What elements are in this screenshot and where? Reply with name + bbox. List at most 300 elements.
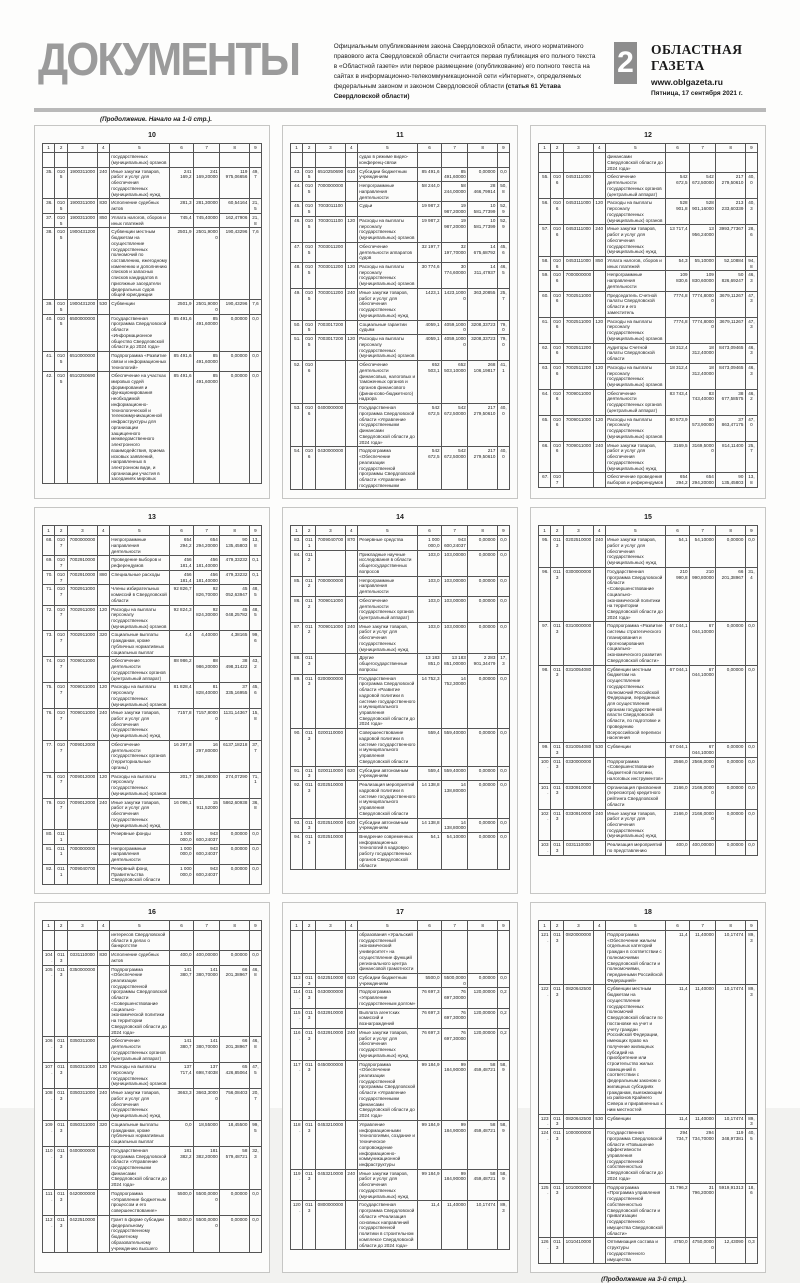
cell: 88. <box>291 654 303 674</box>
cell: 18,6 <box>745 1183 757 1238</box>
cell: 610 <box>345 167 357 181</box>
table-row <box>539 363 758 389</box>
budget-table <box>538 920 758 1264</box>
cell: 0202510000 <box>316 781 346 818</box>
cell: 67 044,10000 <box>690 665 716 743</box>
budget-table <box>42 920 262 1253</box>
cell: 102. <box>539 809 551 841</box>
column-header: 3 <box>564 921 594 931</box>
cell: 15,8 <box>249 709 261 741</box>
cell: Субсидии автономным учреждениям <box>357 818 417 832</box>
cell: Обеспечение деятельности финансовых, налоговых и таможенных органов и органов финансового (финансово-бюджетного) надзора <box>357 361 417 404</box>
column-header: 7 <box>690 143 716 153</box>
column-header: 6 <box>417 526 441 536</box>
cell: Расходы на выплаты персоналу государственных (муниципальных) органов <box>605 363 665 389</box>
cell <box>97 657 109 683</box>
cell: 0202510000 <box>316 818 346 832</box>
column-header: 1 <box>291 921 303 931</box>
table-row <box>291 973 510 987</box>
cell: 13 183 851,00000 <box>442 654 468 674</box>
cell: 137 698,74038 <box>194 1063 220 1089</box>
cell: 0,00000 <box>220 951 250 965</box>
table-block-18 <box>530 902 766 1273</box>
cell <box>497 153 509 167</box>
cell: 281,30000 <box>194 199 220 213</box>
cell: 0113 <box>303 818 316 832</box>
cell: 103,00000 <box>442 596 468 622</box>
cell: 0113 <box>551 536 564 568</box>
cell: Государственная программа Свердловской области «Информационное общество Свердловской области до 2024 года» <box>109 314 169 351</box>
cell <box>745 153 757 173</box>
notice-line: или первое размещение (опубликование) его полного текста на сайтах в информационно-телекоммуникационной сети <box>333 62 590 80</box>
column-header: 9 <box>249 143 261 153</box>
cell: финансами Свердловской области до 2024 года» <box>605 153 665 173</box>
cell: 48,5 <box>249 585 261 605</box>
table-row <box>539 173 758 199</box>
table-row <box>291 202 510 216</box>
cell: 10,17474 <box>716 930 746 985</box>
page-header <box>0 0 800 102</box>
cell: 620 <box>345 818 357 832</box>
cell: 69. <box>43 556 55 570</box>
cell: 75. <box>43 683 55 709</box>
cell: 93. <box>291 818 303 832</box>
cell: 5500,0 <box>169 1189 193 1215</box>
cell <box>97 372 109 484</box>
cell: 0432910000 <box>316 1028 346 1060</box>
budget-table <box>290 525 510 870</box>
cell: 0107 <box>55 683 68 709</box>
column-header: 1 <box>43 526 55 536</box>
cell: 89. <box>291 674 303 729</box>
cell: 0,0 <box>745 809 757 841</box>
cell <box>564 153 594 173</box>
cell: 400,00000 <box>690 841 716 855</box>
column-header: 5 <box>109 526 169 536</box>
cell <box>593 291 605 317</box>
cell <box>593 343 605 363</box>
cell: 0350000000 <box>68 965 98 1037</box>
cell: 38 498,31422 <box>220 657 250 683</box>
cell: 294 734,70000 <box>690 1129 716 1184</box>
cell: государственных (муниципальных) органов <box>109 153 169 167</box>
cell: 94. <box>291 832 303 869</box>
cell: 0,00000 <box>220 864 250 884</box>
cell: 120 <box>97 683 109 709</box>
cell: 0106 <box>551 389 564 415</box>
cell: 11,40000 <box>442 1201 468 1250</box>
cell: 0,00000 <box>220 314 250 351</box>
table-number: 16 <box>148 909 156 917</box>
cell: Подпрограмма «Обеспечение реализации государственной программы Свердловской области «Совершенствование социально-экономической политики на территории Свердловской области до 2024 года» <box>109 965 169 1037</box>
cell: 240 <box>345 288 357 320</box>
cell: 11,40000 <box>690 1114 716 1128</box>
cell: 58 459,48721 <box>468 1169 498 1201</box>
cell: 2 283 901,34479 <box>468 654 498 674</box>
cell: 528 901,8 <box>665 199 689 225</box>
cell: 0,00000 <box>220 1189 250 1215</box>
cell: Субвенции <box>109 300 169 314</box>
cell: 43. <box>291 167 303 181</box>
cell <box>97 1189 109 1215</box>
cell: 76 697,3 <box>417 1008 441 1028</box>
cell: 120 <box>593 317 605 343</box>
masthead-title: ДОКУМЕНТЫ <box>38 33 300 85</box>
cell: 5500,00000 <box>442 973 468 987</box>
cell: Обеспечение деятельности государственных органов (территориальные органы) <box>109 740 169 772</box>
cell: 0202510000 <box>316 832 346 869</box>
cell: 0113 <box>55 1215 68 1252</box>
table-row <box>43 631 262 657</box>
cell: Иные закупки товаров, работ и услуг для обеспечения государственных (муниципальных) нужд <box>605 536 665 568</box>
column-header: 6 <box>169 143 193 153</box>
cell: 3663,30000 <box>194 1089 220 1121</box>
cell: 2166,00000 <box>690 809 716 841</box>
cell: 830 <box>97 199 109 213</box>
cell: 76 697,30000 <box>442 1028 468 1060</box>
cell: 106. <box>43 1037 55 1063</box>
table-row <box>43 844 262 864</box>
table-row <box>43 585 262 605</box>
table-row <box>43 740 262 772</box>
cell: 3208,33723 <box>468 335 498 361</box>
cell: 103,00000 <box>442 622 468 654</box>
cell: 141 380,70000 <box>194 965 220 1037</box>
cell: Государственная программа Свердловской области «Развитие кадровой политики в системе государственного и муниципального управления Свердловской области до 2024 года» <box>357 674 417 729</box>
cell <box>97 352 109 372</box>
cell: Расходы на выплаты персоналу государственных (муниципальных) органов <box>357 216 417 242</box>
cell: 120 <box>345 216 357 242</box>
cell: 18,45500 <box>220 1120 250 1146</box>
table-row <box>43 1146 262 1189</box>
cell <box>593 622 605 665</box>
cell: 58. <box>539 257 551 271</box>
cell: 654 294,2 <box>665 473 689 487</box>
column-header: 2 <box>55 143 68 153</box>
cell: 181 382,20000 <box>194 1146 220 1189</box>
cell: 0,0 <box>745 622 757 665</box>
cell: 45,6 <box>497 242 509 262</box>
cell: 0450000000 <box>316 1060 346 1120</box>
column-header: 8 <box>220 143 250 153</box>
table-row <box>291 1028 510 1060</box>
cell: 7002511200 <box>564 343 594 363</box>
table-row <box>539 1183 758 1238</box>
column-header: 8 <box>468 143 498 153</box>
cell: 141 380,7 <box>169 1037 193 1063</box>
table-row <box>43 314 262 351</box>
cell: 7002511000 <box>564 291 594 317</box>
column-header: 9 <box>497 143 509 153</box>
brand-url: www.oblgazeta.ru <box>650 77 723 87</box>
cell: Государственная программа Свердловской области «Управление государственными финансами Свердловской области до 2024 года» <box>357 404 417 447</box>
cell: 10 581,77399 <box>468 202 498 216</box>
cell: 652 503,10000 <box>442 361 468 404</box>
cell: 0113 <box>303 781 316 818</box>
cell: 0300000000 <box>564 567 594 622</box>
cell: 0113 <box>551 783 564 809</box>
cell <box>43 153 55 167</box>
cell: 40,0 <box>745 173 757 199</box>
cell: 81 828,4 <box>169 683 193 709</box>
cell: 67 044,10000 <box>690 622 716 665</box>
table-row <box>43 570 262 584</box>
cell: 2166,0 <box>665 809 689 841</box>
column-header: 3 <box>564 526 594 536</box>
column-header: 1 <box>539 921 551 931</box>
cell: Обеспечение деятельности аппаратов судов <box>357 242 417 262</box>
cell: 559,4 <box>417 729 441 766</box>
cell: Государственная программа Свердловской области «Повышение эффективности управления государственной собственностью Свердловской области до 2024 года» <box>605 1129 665 1184</box>
cell: 71,1 <box>249 772 261 798</box>
table-block-16 <box>34 902 270 1273</box>
table-row <box>291 167 510 181</box>
notice-line: «Интернет», определяемых федеральным законом и законом Свердловской области <box>333 72 582 90</box>
cell: 456 181,4 <box>169 556 193 570</box>
cell: 0453111000 <box>564 199 594 225</box>
cell <box>345 447 357 490</box>
cell <box>249 930 261 950</box>
column-header-row <box>43 921 262 931</box>
cell: 7774,80000 <box>690 291 716 317</box>
cell: 104. <box>43 951 55 965</box>
cell: 92 826,70000 <box>194 585 220 605</box>
cell: 0,0 <box>249 830 261 844</box>
cell: 0113 <box>303 654 316 674</box>
cell: 95. <box>539 536 551 568</box>
cell: 110. <box>43 1146 55 1189</box>
cell: Непрограммные направления деятельности <box>357 182 417 202</box>
cell: 19 987,20000 <box>442 216 468 242</box>
column-header: 8 <box>468 921 498 931</box>
cell: 119 975,06656 <box>220 167 250 199</box>
cell: 0,0 <box>745 841 757 855</box>
cell: 125. <box>539 1183 551 1238</box>
cell: Расходы на выплаты персоналу государственных (муниципальных) органов <box>109 683 169 709</box>
cell: 320 <box>97 631 109 657</box>
cell: 7009012000 <box>68 798 98 830</box>
cell: 0112 <box>303 622 316 654</box>
cell: 7002511200 <box>564 363 594 389</box>
cell: Специальные расходы <box>109 570 169 584</box>
cell: 46,3 <box>745 271 757 291</box>
cell: 83 743,40000 <box>690 389 716 415</box>
cell: 47,3 <box>745 317 757 343</box>
cell: 0111 <box>55 844 68 864</box>
cell: 85 491,6 <box>169 352 193 372</box>
cell: Исполнение судебных актов <box>109 199 169 213</box>
cell <box>442 153 468 167</box>
cell <box>497 930 509 973</box>
cell: Социальные выплаты гражданам, кроме публичных нормативных социальных выплат <box>109 631 169 657</box>
column-header: 7 <box>690 526 716 536</box>
cell: 4059,10000 <box>442 320 468 334</box>
continuation-top-row <box>0 116 800 123</box>
cell: 12,43090 <box>716 1238 746 1264</box>
cell: 11,40000 <box>690 985 716 1114</box>
cell: 0106 <box>551 257 564 271</box>
cell: 0105 <box>55 372 68 484</box>
cell: Обеспечение на участках мировых судей формирования и функционирования необходимой информационно-технологической и телекоммуникационной инфраструктуры для организации защищенного межведомственного электронного взаимодействия, приема исковых заявлений, направленных в электронном виде, и организации участия в заседаниях мировых <box>109 372 169 484</box>
cell: 0113 <box>55 1189 68 1215</box>
column-header: 3 <box>68 921 98 931</box>
cell <box>345 182 357 202</box>
cell: 94,8 <box>745 257 757 271</box>
cell: 13 956,24000 <box>690 225 716 257</box>
cell: 39. <box>43 300 55 314</box>
table-block-15 <box>530 507 766 894</box>
column-header: 6 <box>665 143 689 153</box>
cell: 120 <box>345 263 357 289</box>
cell: Расходы на выплаты персоналу государственных (муниципальных) органов <box>605 199 665 225</box>
table-number: 15 <box>644 514 652 522</box>
cell: 240 <box>345 622 357 654</box>
cell: 7003011100 <box>316 216 346 242</box>
cell: 654 294,20000 <box>690 473 716 487</box>
cell: 1000000000 <box>564 1129 594 1184</box>
cell: Социальные выплаты гражданам, кроме публичных нормативных социальных выплат <box>109 1120 169 1146</box>
column-header: 9 <box>745 921 757 931</box>
cell: Оптимизация состава и структуры государственного имущества <box>605 1238 665 1264</box>
cell: 2566,00000 <box>690 757 716 783</box>
table-row <box>539 271 758 291</box>
cell: 0105 <box>303 320 316 334</box>
column-header-row <box>291 921 510 931</box>
cell: Подпрограмма «Развитие связи и информационных технологий» <box>109 352 169 372</box>
cell: 654 294,2 <box>169 536 193 556</box>
cell: 66. <box>539 441 551 473</box>
table-row <box>43 965 262 1037</box>
cell: 0113 <box>303 674 316 729</box>
cell: 0112 <box>303 596 316 622</box>
cell: 7009011000 <box>564 415 594 441</box>
cell: 119 348,97381 <box>716 1129 746 1184</box>
cell: 0106 <box>551 363 564 389</box>
cell: 0112 <box>303 576 316 596</box>
cell: Обеспечение деятельности государственных органов (центральный аппарат) <box>605 173 665 199</box>
column-header: 4 <box>593 921 605 931</box>
cell: 0105 <box>303 182 316 202</box>
cell: 0,00000 <box>468 622 498 654</box>
cell: 85 491,6 <box>417 167 441 181</box>
cell: 8473,09465 <box>716 363 746 389</box>
cell: 530 <box>593 743 605 757</box>
cell: 115. <box>291 1008 303 1028</box>
cell: 0,0 <box>497 576 509 596</box>
cell <box>97 228 109 300</box>
cell: 141 380,7 <box>169 965 193 1037</box>
cell: 99 184,90000 <box>442 1169 468 1201</box>
cell: Иные закупки товаров, работ и услуг для обеспечения государственных (муниципальных) нужд <box>605 441 665 473</box>
cell <box>593 1183 605 1238</box>
cell: 65. <box>539 415 551 441</box>
cell: 89,3 <box>745 930 757 985</box>
cell: 0105 <box>303 216 316 242</box>
cell: 240 <box>593 225 605 257</box>
cell: 91. <box>291 766 303 780</box>
cell: 14 675,68792 <box>468 242 498 262</box>
cell: 0113 <box>303 1028 316 1060</box>
column-header: 2 <box>303 921 316 931</box>
cell: 240 <box>345 1169 357 1201</box>
column-header: 1 <box>43 143 55 153</box>
cell: 99,6 <box>249 631 261 657</box>
cell: Непрограммные направления деятельности <box>605 271 665 291</box>
cell: 85 491,6 <box>169 372 193 484</box>
cell: 2501,90000 <box>194 300 220 314</box>
cell: 72. <box>43 605 55 631</box>
column-header: 3 <box>68 143 98 153</box>
cell: 73. <box>43 631 55 657</box>
cell: 122. <box>539 985 551 1114</box>
cell: 814,11400 <box>716 441 746 473</box>
cell: Непрограммные направления деятельности <box>109 536 169 556</box>
cell: 67. <box>539 473 551 487</box>
cell: 7009011000 <box>68 657 98 683</box>
cell: Расходы на выплаты персоналу государственных (муниципальных) органов <box>357 335 417 361</box>
cell: Прикладные научные исследования в области общегосударственных вопросов <box>357 550 417 576</box>
cell: 76 697,3 <box>417 988 441 1008</box>
cell: 6510250690 <box>68 372 98 484</box>
column-header: 9 <box>745 143 757 153</box>
cell: 3993,77367 <box>716 225 746 257</box>
cell: 113. <box>291 973 303 987</box>
tables-grid <box>0 123 800 1274</box>
cell: 45,6 <box>249 683 261 709</box>
cell: Иные закупки товаров, работ и услуг для обеспечения государственных (муниципальных) нужд <box>357 1169 417 1201</box>
cell: 0,0 <box>745 536 757 568</box>
cell <box>593 665 605 743</box>
cell: 386,28000 <box>194 772 220 798</box>
cell: Иные закупки товаров, работ и услуг для обеспечения государственных (муниципальных) нужд <box>605 225 665 257</box>
cell: 241 169,2 <box>169 167 193 199</box>
cell: 0105 <box>55 352 68 372</box>
cell: 190,43296 <box>220 300 250 314</box>
cell: 0107 <box>55 631 68 657</box>
column-header: 6 <box>417 921 441 931</box>
cell: 40. <box>43 314 55 351</box>
page-number-badge: 2 <box>614 42 637 84</box>
cell: Проведение выборов и референдумов <box>109 556 169 570</box>
cell: 4,38165 <box>220 631 250 657</box>
cell <box>593 173 605 199</box>
cell: 6137,18218 <box>220 740 250 772</box>
cell: 105. <box>43 965 55 1037</box>
cell: 7774,8 <box>665 291 689 317</box>
cell: 0105 <box>303 242 316 262</box>
cell: 99 184,90000 <box>442 1120 468 1169</box>
table-row <box>291 335 510 361</box>
cell: 54,10000 <box>690 536 716 568</box>
cell: Подпрограмма «Программа управления государственной собственностью Свердловской области и приватизации государственного имущества Свердловской области» <box>605 1183 665 1238</box>
cell: 7009040700 <box>316 536 346 550</box>
cell: 36. <box>43 199 55 213</box>
cell: 99 184,9 <box>417 1169 441 1201</box>
cell: Члены избирательных комиссий в Свердловской области <box>109 585 169 605</box>
cell: 103,0 <box>417 596 441 622</box>
cell: 0105 <box>55 314 68 351</box>
cell: Подпрограмма «Обеспечение жильем отдельных категорий граждан в соответствии с полномочиями Свердловской области и полномочиями, переданными Российской Федерацией» <box>605 930 665 985</box>
table-row <box>43 372 262 484</box>
cell: Субсидии бюджетным учреждениям <box>357 167 417 181</box>
column-header: 4 <box>345 143 357 153</box>
cell <box>345 930 357 973</box>
cell: Обеспечение деятельности государственных органов (центральный аппарат) <box>109 1037 169 1063</box>
table-row <box>43 213 262 227</box>
column-header: 5 <box>357 921 417 931</box>
spacer <box>522 116 766 123</box>
cell <box>345 988 357 1008</box>
